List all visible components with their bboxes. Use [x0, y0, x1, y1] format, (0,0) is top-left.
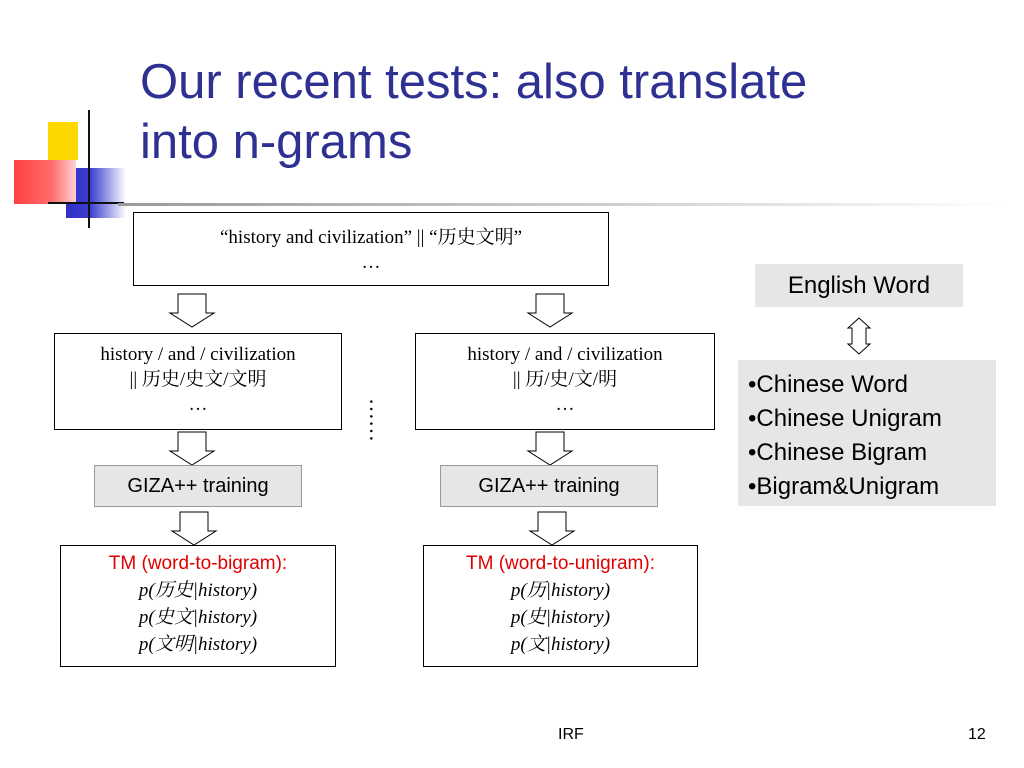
footer-label: IRF — [558, 726, 584, 743]
right-tm-title: TM (word-to-unigram): — [466, 553, 655, 574]
left-tm-box — [60, 545, 336, 667]
left-seg-line-2: || 历史/史文/文明 — [129, 369, 267, 390]
arrow-down-icon — [170, 294, 214, 327]
chinese-options-panel — [738, 360, 996, 506]
right-seg-line-1: history / and / civilization — [467, 344, 663, 365]
list-item: •Bigram&Unigram — [748, 473, 940, 500]
arrow-down-icon — [170, 432, 214, 465]
arrow-down-icon — [528, 294, 572, 327]
right-seg-line-2: || 历/史/文/明 — [512, 369, 618, 390]
left-tm-line-3: p(文明|history) — [138, 634, 258, 655]
list-item: •Chinese Word — [748, 371, 909, 398]
left-tm-line-1: p(历史|history) — [138, 580, 258, 601]
left-seg-line-1: history / and / civilization — [100, 344, 296, 365]
page-number: 12 — [968, 726, 986, 743]
left-tm-line-2: p(史文|history) — [138, 607, 258, 628]
arrow-down-icon — [528, 432, 572, 465]
chinese-options-list — [748, 368, 996, 504]
left-tm-title: TM (word-to-bigram): — [108, 553, 288, 574]
right-tm-line-3: p(文|history) — [510, 634, 611, 655]
right-seg-line-3: … — [555, 394, 575, 415]
source-pair-text: “history and civilization” || “历史文明” — [219, 227, 523, 248]
title-line-1: Our recent tests: also translate — [140, 55, 808, 109]
left-segmentation-box — [54, 333, 342, 430]
arrow-down-icon — [530, 512, 574, 545]
right-tm-line-1: p(历|history) — [510, 580, 611, 601]
left-training-box: GIZA++ training — [94, 465, 302, 507]
right-training-box: GIZA++ training — [440, 465, 658, 507]
double-arrow-icon — [848, 318, 870, 354]
left-seg-line-3: … — [188, 394, 208, 415]
list-item: •Chinese Bigram — [748, 439, 928, 466]
title-line-2: into n-grams — [140, 115, 413, 169]
right-segmentation-box — [415, 333, 715, 430]
arrow-down-icon — [172, 512, 216, 545]
middle-ellipsis: …… — [365, 398, 390, 442]
english-word-label: English Word — [755, 264, 963, 307]
right-tm-line-2: p(史|history) — [510, 607, 611, 628]
right-tm-box — [423, 545, 698, 667]
source-pair-ellipsis: … — [361, 252, 381, 273]
list-item: •Chinese Unigram — [748, 405, 942, 432]
